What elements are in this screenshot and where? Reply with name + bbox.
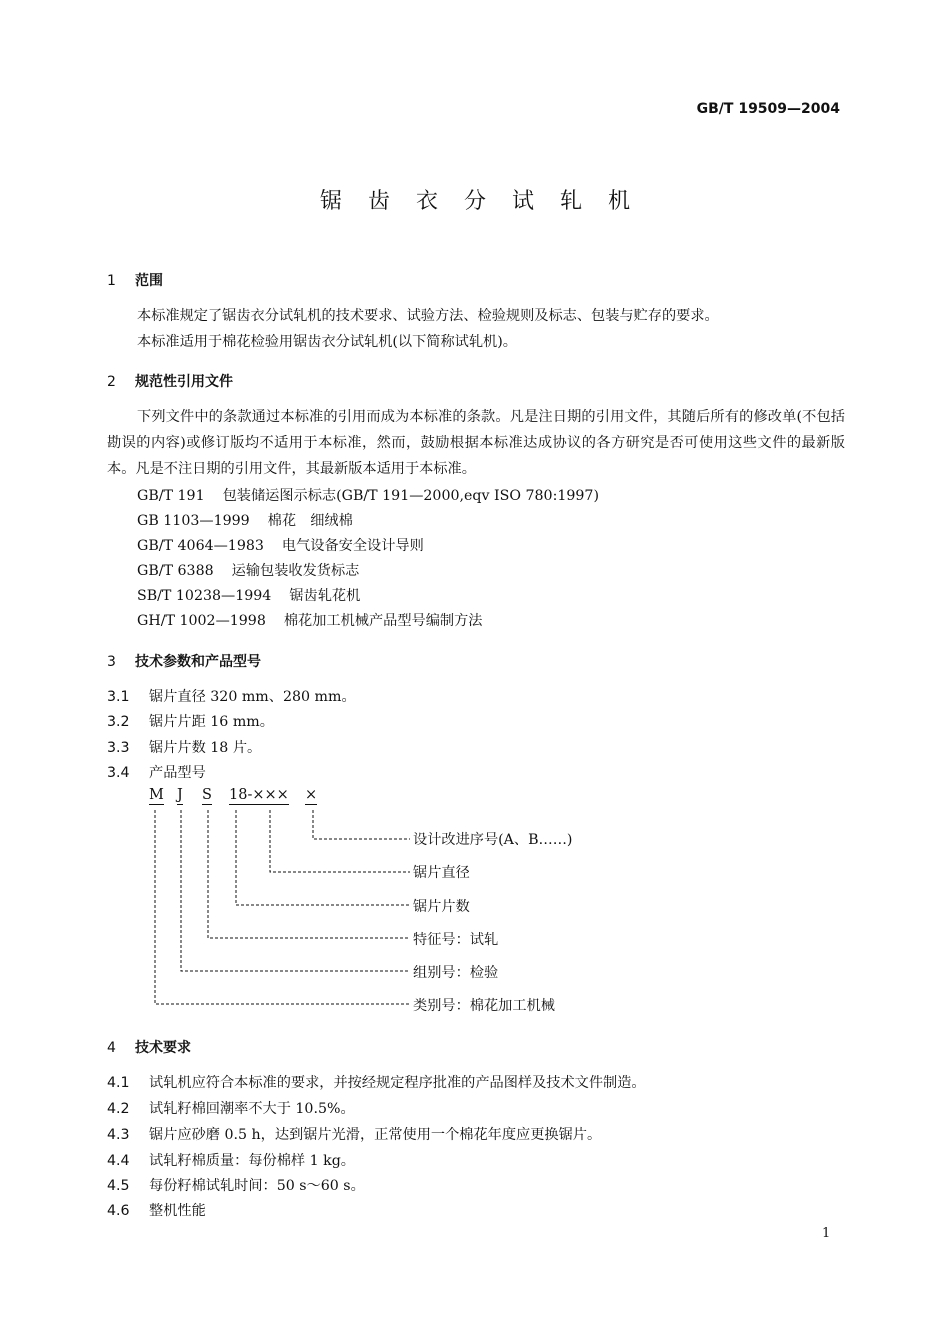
leader-line-group	[181, 810, 410, 971]
reference-title: 棉花加工机械产品型号编制方法	[283, 613, 483, 629]
clause-4-3	[107, 1124, 601, 1144]
leader-line-design	[313, 810, 410, 839]
clause-number: 3.3	[107, 740, 130, 756]
clause-text: 整机性能	[149, 1203, 206, 1219]
clause-number: 3.1	[107, 689, 130, 705]
model-code-m: M	[149, 787, 164, 803]
clause-text: 试轧机应符合本标准的要求，并按经规定程序批准的产品图样及技术文件制造。	[149, 1075, 646, 1091]
section-title: 范围	[135, 273, 163, 289]
clause-4-4	[107, 1150, 355, 1170]
model-code-s: S	[202, 787, 212, 803]
leader-line-feature	[208, 810, 410, 938]
section-number: 4	[107, 1040, 116, 1056]
section-heading-4	[107, 1037, 191, 1057]
references-intro: 下列文件中的条款通过本标准的引用而成为本标准的条款。凡是注日期的引用文件，其随后所有的修改单(不包括勘误的内容)或修订版均不适用于本标准，然而，鼓励根据本标准达成协议的各方研究是否可使用这些文件的最新版本。凡是不注日期的引用文件，其最新版本适用于本标准。	[107, 409, 845, 477]
section-title: 规范性引用文件	[135, 374, 233, 390]
clause-text: 产品型号	[149, 765, 206, 781]
reference-code: GB 1103—1999	[137, 513, 250, 529]
reference-title: 锯齿轧花机	[289, 588, 361, 604]
clause-4-1	[107, 1072, 646, 1092]
model-code-j: J	[177, 787, 183, 803]
reference-title: 电气设备安全设计导则	[281, 538, 424, 554]
reference-code: SB/T 10238—1994	[137, 588, 272, 604]
reference-code: GB/T 191	[137, 488, 205, 504]
model-label-group: 组别号：检验	[413, 965, 499, 981]
clause-number: 3.4	[107, 765, 130, 781]
leader-line-saw-diameter	[270, 810, 410, 872]
section-title: 技术参数和产品型号	[135, 654, 261, 670]
model-label-saw-diameter: 锯片直径	[413, 865, 470, 881]
clause-text: 锯片片数 18 片。	[149, 740, 262, 756]
section-title: 技术要求	[135, 1040, 191, 1056]
leader-line-saw-count	[236, 810, 410, 905]
clause-text: 试轧籽棉回潮率不大于 10.5%。	[149, 1101, 355, 1117]
reference-title: 棉花 细绒棉	[267, 513, 353, 529]
clause-4-2	[107, 1098, 355, 1118]
section-number: 3	[107, 654, 116, 670]
clause-number: 4.1	[107, 1075, 130, 1091]
clause-number: 4.3	[107, 1127, 130, 1143]
reference-code: GH/T 1002—1998	[137, 613, 266, 629]
reference-code: GB/T 6388	[137, 563, 214, 579]
clause-number: 3.2	[107, 714, 130, 730]
clause-4-5	[107, 1175, 365, 1195]
clause-number: 4.6	[107, 1203, 130, 1219]
clause-text: 每份籽棉试轧时间：50 s～60 s。	[149, 1178, 365, 1194]
clause-number: 4.5	[107, 1178, 130, 1194]
clause-text: 试轧籽棉质量：每份棉样 1 kg。	[149, 1153, 355, 1169]
model-code-number: 18-×××	[229, 787, 289, 803]
reference-title: 运输包装收发货标志	[231, 563, 360, 579]
scope-paragraph-2: 本标准适用于棉花检验用锯齿衣分试轧机(以下简称试轧机)。	[137, 334, 517, 350]
scope-paragraph-1: 本标准规定了锯齿衣分试轧机的技术要求、试验方法、检验规则及标志、包装与贮存的要求。	[137, 308, 719, 324]
clause-text: 锯片应砂磨 0.5 h，达到锯片光滑，正常使用一个棉花年度应更换锯片。	[149, 1127, 602, 1143]
page-number: 1	[822, 1226, 831, 1241]
clause-number: 4.2	[107, 1101, 130, 1117]
standard-number: GB/T 19509—2004	[696, 101, 840, 117]
reference-code: GB/T 4064—1983	[137, 538, 264, 554]
model-label-feature: 特征号：试轧	[413, 932, 499, 948]
clause-4-6	[107, 1200, 206, 1220]
reference-title: 包装储运图示标志(GB/T 191—2000,eqv ISO 780:1997)	[222, 488, 599, 504]
section-number: 1	[107, 273, 116, 289]
clause-number: 4.4	[107, 1153, 130, 1169]
clause-text: 锯片片距 16 mm。	[149, 714, 274, 730]
clause-text: 锯片直径 320 mm、280 mm。	[149, 689, 356, 705]
model-label-category: 类别号：棉花加工机械	[413, 998, 555, 1014]
model-code-x: ×	[305, 787, 318, 803]
model-label-saw-count: 锯片片数	[413, 899, 470, 915]
document-title: 锯齿衣分试轧机	[319, 189, 656, 214]
model-label-design: 设计改进序号(A、B……)	[413, 832, 573, 848]
section-number: 2	[107, 374, 116, 390]
